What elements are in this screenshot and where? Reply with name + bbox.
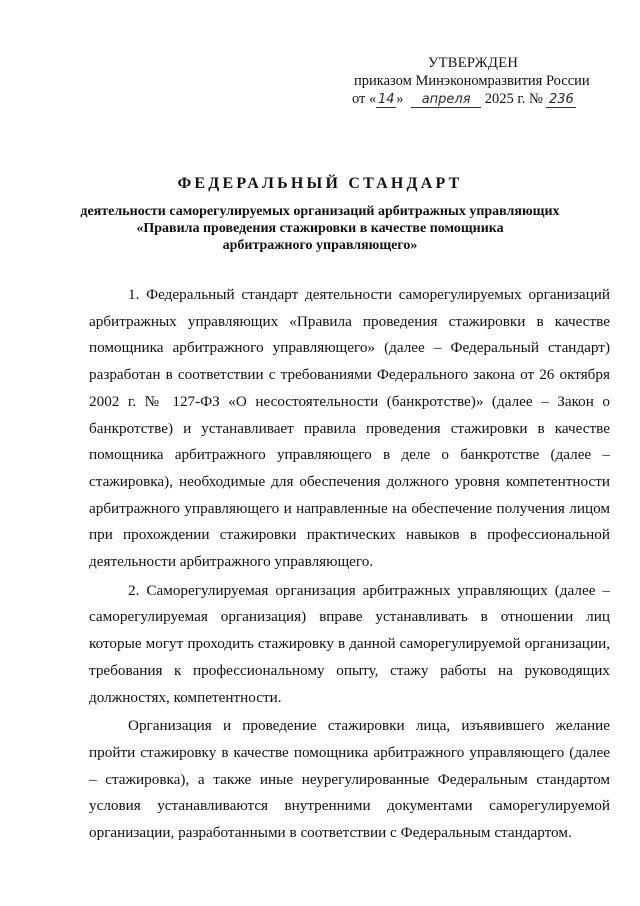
approval-date-line [340, 90, 610, 108]
document-body [89, 282, 610, 847]
handwritten-day: 14 [378, 92, 395, 107]
standard-title: ФЕДЕРАЛЬНЫЙ СТАНДАРТ [177, 175, 463, 192]
approval-block [340, 54, 610, 108]
paragraph-2: 2. Саморегулируемая организация арбитражных управляющих (далее – саморегулируемая организация) вправе устанавливать в отношении лиц которые могут проходить стажировку в данной саморегулируемой организации, требования к профессиональному опыту, стажу работы на руководящих должностях, компетентности. [89, 581, 610, 706]
subtitle-line: «Правила проведения стажировки в качестве помощника [136, 221, 504, 236]
paragraph-1: 1. Федеральный стандарт деятельности саморегулируемых организаций арбитражных управляющих «Правила проведения стажировки в качестве помощника арбитражного управляющего» (далее – Федеральный стандарт) разработан в соответствии с требованиями Федерального закона от 26 октября 2002 г. № 127-ФЗ «О несостоятельности (банкротстве)» (далее – Закон о банкротстве) и устанавливает правила проведения стажировки в качестве помощника арбитражного управляющего в деле о банкротстве (далее – стажировка), необходимые для обеспечения должного уровня компетентности арбитражного управляющего и направленные на обеспечение получения лицом при прохождении стажировки практических навыков в профессиональной деятельности арбитражного управляющего. [89, 286, 610, 571]
handwritten-month: апреля [411, 93, 481, 108]
standard-subtitle [60, 203, 580, 254]
year-text: 2025 г. № [484, 91, 543, 107]
approval-title: УТВЕРЖДЕН [428, 55, 519, 71]
subtitle-line: арбитражного управляющего» [222, 238, 418, 253]
handwritten-order-number: 236 [546, 93, 576, 108]
subtitle-line: деятельности саморегулируемых организаций арбитражных управляющих [80, 204, 560, 219]
date-prefix: от « [352, 91, 377, 107]
approval-order: приказом Минэкономразвития России [354, 73, 590, 89]
date-mid: » [396, 91, 404, 107]
paragraph-3: Организация и проведение стажировки лица, изъявившего желание пройти стажировку в качестве помощника арбитражного управляющего (далее – стажировка), а также иные неурегулированные Федеральным стандартом условия устанавливаются внутренними документами саморегулируемой организации, разработанными в соответствии с Федеральным стандартом. [89, 717, 610, 842]
